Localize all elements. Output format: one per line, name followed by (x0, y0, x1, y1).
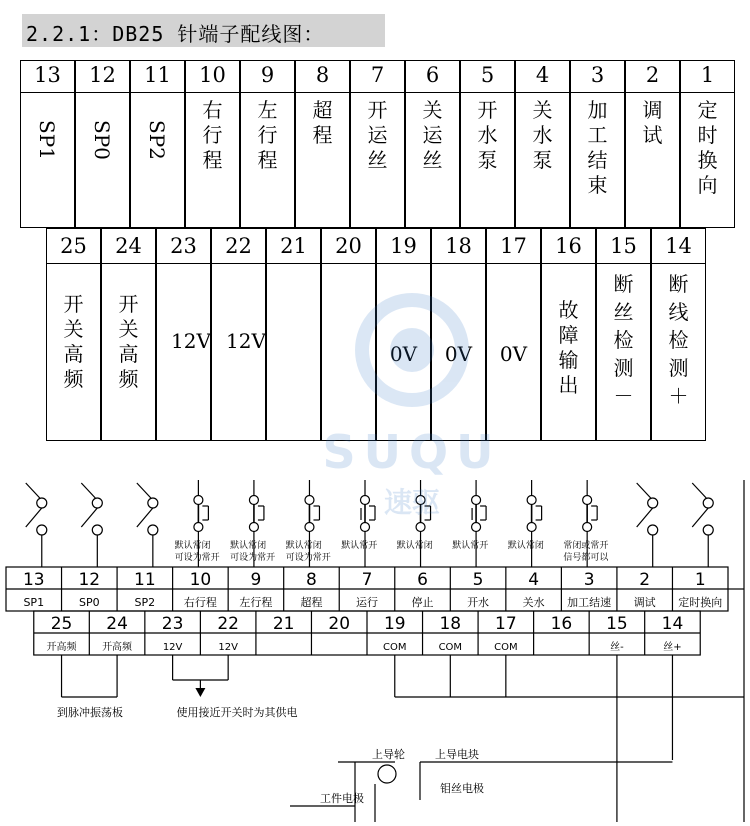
terminal-number: 23 (161, 614, 184, 634)
switch-contact (194, 496, 203, 505)
pin-label: 关水泵 (532, 98, 553, 172)
pin-number: 12 (89, 63, 116, 87)
note-upper-wheel: 上导轮 (372, 748, 405, 761)
pin-label: 12V (226, 329, 266, 353)
pin-number: 11 (144, 63, 171, 87)
switch-contact (583, 523, 592, 532)
switch-lead (137, 483, 151, 498)
pin-label: 定时换向 (697, 98, 718, 197)
note-moly-electrode: 钼丝电极 (440, 782, 484, 795)
pin-number: 5 (480, 63, 495, 87)
terminal-number: 22 (217, 614, 239, 634)
switch-contact (527, 523, 536, 532)
terminal-label: 开高频 (102, 642, 133, 653)
pin-label: 0V (389, 342, 418, 366)
terminal-number: 21 (272, 614, 295, 634)
terminal-label: 运行 (356, 596, 378, 609)
pin-number: 6 (425, 63, 440, 87)
pin-label: 关运丝 (422, 98, 443, 172)
pin-label: 12V (171, 329, 211, 353)
terminal-label: 12V (162, 642, 183, 653)
pin-label: 调试 (642, 98, 663, 147)
switch-blade (81, 508, 97, 527)
switch-contact (416, 496, 425, 505)
note-pulse-board: 到脉冲振荡板 (57, 706, 123, 719)
pin-label: 开关高频 (118, 292, 139, 391)
terminal-number: 14 (661, 614, 684, 634)
switch-contact (305, 496, 314, 505)
pin-number: 15 (610, 234, 637, 258)
pin-number: 7 (370, 63, 385, 87)
terminal-label: SP0 (78, 596, 100, 609)
pin-label: 开运丝 (367, 98, 388, 172)
pin-number: 1 (700, 63, 715, 87)
terminal-number: 5 (472, 570, 484, 590)
switch-note: 常闭或常开 (563, 541, 609, 551)
terminal-number: 24 (106, 614, 128, 634)
pin-label: 右行程 (202, 98, 223, 172)
terminal-label: COM (438, 642, 463, 653)
pin-number: 25 (60, 234, 87, 258)
switch-note: 可设为常开 (174, 553, 220, 563)
switch-contact (148, 525, 158, 535)
switch-contact (148, 498, 158, 508)
switch-contact (92, 525, 102, 535)
terminal-label: 开水 (467, 596, 490, 609)
terminal-label: 停止 (411, 596, 434, 609)
switch-contact (249, 523, 258, 532)
pin-label: 左行程 (257, 98, 278, 172)
switch-lead (637, 483, 651, 498)
pin-label: 断丝检测－ (613, 272, 634, 408)
switch-contact (472, 523, 481, 532)
pin-number: 10 (199, 63, 226, 87)
pin-label: 开水泵 (477, 98, 498, 172)
terminal-number: 10 (189, 570, 212, 590)
switch-contact (305, 523, 314, 532)
switch-blade (692, 508, 708, 527)
switch-contact (527, 496, 536, 505)
switch-contact (472, 496, 481, 505)
switch-lead (26, 483, 40, 498)
switch-contact (361, 496, 370, 505)
switch-contact (703, 525, 713, 535)
terminal-number: 8 (306, 570, 317, 590)
terminal-label: 左行程 (239, 596, 273, 609)
switch-contact (37, 498, 47, 508)
watermark-brand: SUQU (322, 425, 502, 479)
terminal-number: 11 (134, 570, 156, 590)
terminal-number: 3 (583, 570, 595, 590)
terminal-label: SP1 (23, 596, 45, 609)
switch-note: 可设为常开 (230, 553, 276, 563)
terminal-label: 加工结速 (567, 596, 612, 609)
pin-label: SP2 (145, 120, 169, 160)
note-upper-block: 上导电块 (435, 748, 479, 761)
terminal-number: 25 (50, 614, 73, 634)
pin-label: 0V (499, 342, 528, 366)
pin-label: 故障输出 (558, 298, 579, 397)
terminal-number: 20 (328, 614, 351, 634)
pin-number: 16 (555, 234, 582, 258)
terminal-number: 15 (606, 614, 628, 634)
terminal-number: 6 (417, 570, 428, 590)
switch-note: 默认常开 (341, 541, 378, 551)
switch-note: 默认常闭 (285, 541, 322, 551)
switch-contact (703, 498, 713, 508)
pin-label: SP1 (35, 120, 59, 160)
switch-blade (26, 508, 42, 527)
switch-note: 默认常闭 (507, 541, 544, 551)
switch-contact (249, 496, 258, 505)
switch-contact (416, 523, 425, 532)
pin-number: 24 (115, 234, 142, 258)
terminal-label: 开高频 (46, 642, 77, 653)
terminal-number: 2 (639, 570, 651, 590)
pin-number: 9 (260, 63, 275, 87)
pin-number: 13 (34, 63, 61, 87)
switch-note: 默认常闭 (230, 541, 267, 551)
pin-number: 22 (225, 234, 252, 258)
terminal-number: 1 (694, 570, 706, 590)
switch-note: 信号都可以 (563, 553, 609, 563)
terminal-label: 丝- (610, 642, 624, 653)
terminal-label: 丝+ (663, 642, 682, 653)
pin-label: 0V (444, 342, 473, 366)
switch-contact (361, 523, 370, 532)
pin-number: 18 (445, 234, 472, 258)
arrow-icon (195, 688, 205, 697)
terminal-number: 17 (495, 614, 517, 634)
pin-number: 17 (500, 234, 527, 258)
switch-lead (81, 483, 95, 498)
terminal-label: SP2 (134, 596, 156, 609)
terminal-number: 16 (550, 614, 573, 634)
terminal-number: 13 (22, 570, 45, 590)
switch-lead (692, 483, 706, 498)
terminal-label: 12V (218, 642, 238, 653)
pin-number: 19 (390, 234, 417, 258)
terminal-label: 右行程 (183, 596, 217, 609)
pin-number: 2 (645, 63, 660, 87)
watermark-chinese: 速驱 (383, 486, 441, 519)
pin-number: 20 (335, 234, 362, 258)
terminal-label: 调试 (633, 596, 656, 609)
terminal-number: 19 (383, 614, 406, 634)
pin-label: 加工结束 (587, 98, 608, 197)
switch-contact (648, 525, 658, 535)
terminal-label: 超程 (300, 596, 323, 609)
switch-contact (648, 498, 658, 508)
terminal-number: 18 (439, 614, 462, 634)
switch-blade (137, 508, 153, 527)
terminal-number: 9 (250, 570, 262, 590)
switch-contact (194, 523, 203, 532)
pin-label: SP0 (90, 120, 114, 160)
terminal-label: 关水 (522, 596, 545, 609)
switch-blade (637, 508, 653, 527)
guide-wheel-icon (378, 765, 396, 783)
note-work-electrode: 工件电极 (320, 792, 364, 805)
pin-number: 23 (170, 234, 197, 258)
switch-note: 默认常闭 (174, 541, 211, 551)
pin-number: 3 (590, 63, 605, 87)
terminal-number: 7 (361, 570, 373, 590)
pin-number: 21 (280, 234, 307, 258)
pin-label: 断线检测＋ (668, 272, 689, 408)
pin-number: 4 (535, 63, 550, 87)
pin-label: 开关高频 (63, 292, 84, 391)
terminal-label: 定时换向 (678, 596, 723, 609)
switch-note: 默认常开 (452, 541, 489, 551)
switch-note: 可设为常开 (285, 553, 331, 563)
pin-number: 14 (665, 234, 692, 258)
pin-number: 8 (315, 63, 330, 87)
switch-note: 默认常闭 (396, 541, 433, 551)
switch-contact (37, 525, 47, 535)
terminal-label: COM (494, 642, 518, 653)
pin-label: 超程 (312, 98, 333, 147)
heading-text: 2.2.1：DB25 针端子配线图： (26, 22, 325, 46)
terminal-label: COM (383, 642, 407, 653)
note-proximity: 使用接近开关时为其供电 (176, 706, 298, 719)
switch-contact (92, 498, 102, 508)
terminal-number: 4 (528, 570, 540, 590)
switch-contact (583, 496, 592, 505)
terminal-number: 12 (78, 570, 101, 590)
